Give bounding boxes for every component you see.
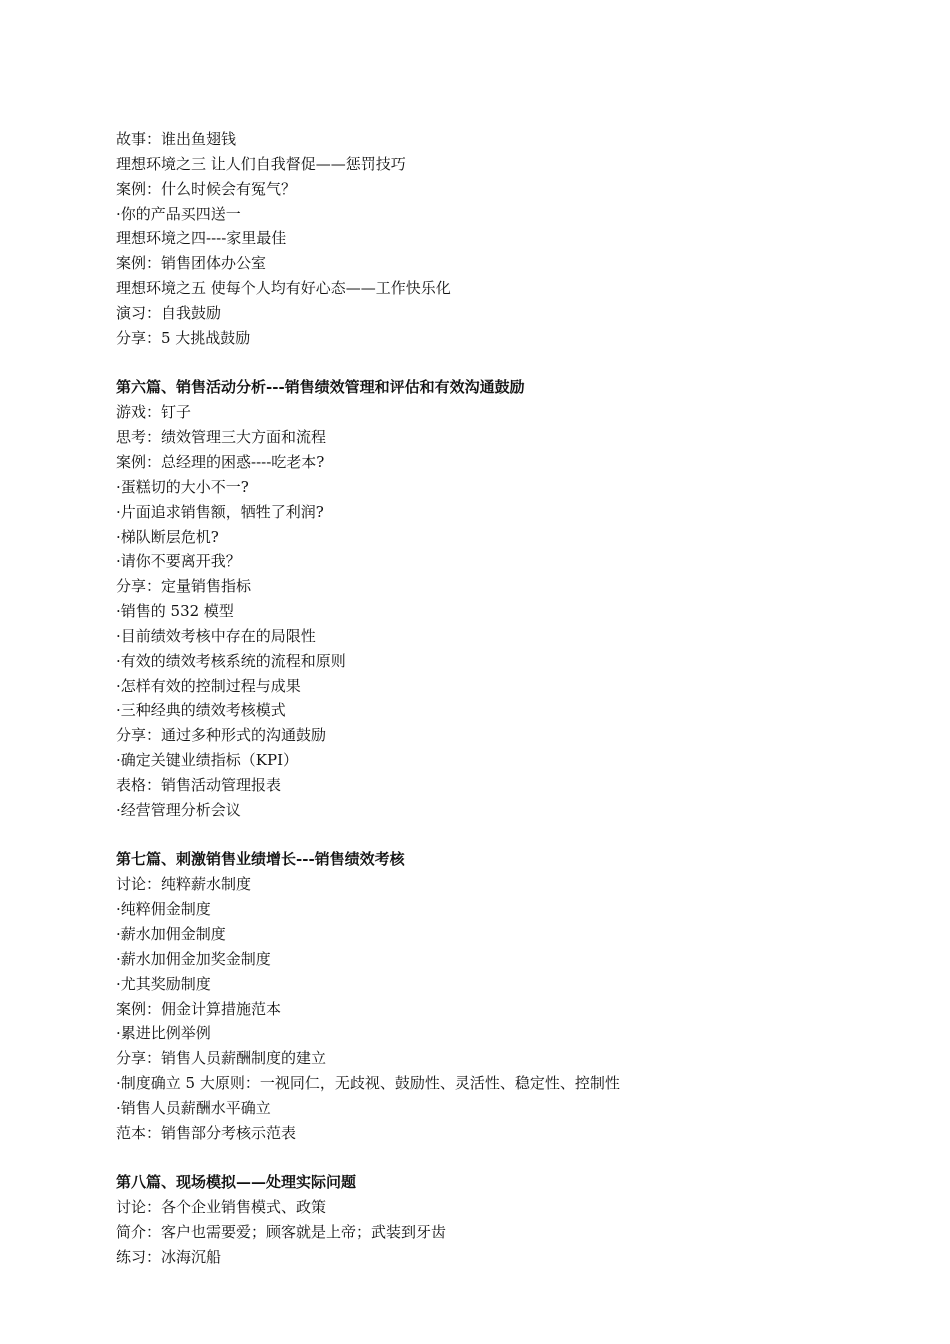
- text-line: 案例：佣金计算措施范本: [116, 999, 282, 1018]
- text-line: ·目前绩效考核中存在的局限性: [116, 626, 316, 645]
- section-chapter-7: [116, 847, 906, 1145]
- text-line: ·销售的 532 模型: [116, 602, 234, 621]
- section-spacer: [116, 1146, 906, 1171]
- text-line: ·纯粹佣金制度: [116, 900, 211, 919]
- text-line: ·三种经典的绩效考核模式: [116, 701, 286, 720]
- text-line: 简介：客户也需要爱；顾客就是上帝；武装到牙齿: [116, 1223, 447, 1242]
- text-line: 理想环境之五 使每个人均有好心态——工作快乐化: [116, 279, 451, 298]
- section-heading: 第七篇、刺激销售业绩增长---销售绩效考核: [116, 850, 405, 869]
- text-line: ·怎样有效的控制过程与成果: [116, 676, 301, 695]
- section-heading: 第八篇、现场模拟——处理实际问题: [116, 1173, 357, 1192]
- text-line: 分享：销售人员薪酬制度的建立: [116, 1049, 327, 1068]
- text-line: ·确定关键业绩指标（KPI）: [116, 751, 298, 770]
- section-chapter-8: [116, 1170, 906, 1269]
- text-line: 分享：5 大挑战鼓励: [116, 328, 251, 347]
- text-line: ·经营管理分析会议: [116, 800, 241, 819]
- block-intro: [116, 127, 906, 351]
- text-line: 游戏：钉子: [116, 403, 192, 422]
- section-heading: 第六篇、销售活动分析---销售绩效管理和评估和有效沟通鼓励: [116, 378, 525, 397]
- text-line: 练习：冰海沉船: [116, 1247, 222, 1266]
- text-line: 讨论：纯粹薪水制度: [116, 875, 252, 894]
- text-line: 演习：自我鼓励: [116, 303, 222, 322]
- text-line: 表格：销售活动管理报表: [116, 775, 282, 794]
- text-line: ·蛋糕切的大小不一?: [116, 477, 249, 496]
- text-line: ·你的产品买四送一: [116, 204, 241, 223]
- text-line: ·销售人员薪酬水平确立: [116, 1098, 271, 1117]
- text-line: ·制度确立 5 大原则：一视同仁，无歧视、鼓励性、灵活性、稳定性、控制性: [116, 1074, 620, 1093]
- text-line: ·梯队断层危机?: [116, 527, 219, 546]
- text-line: 理想环境之四----家里最佳: [116, 229, 287, 248]
- text-line: ·片面追求销售额，牺牲了利润?: [116, 502, 324, 521]
- text-line: 理想环境之三 让人们自我督促——惩罚技巧: [116, 154, 406, 173]
- text-line: ·薪水加佣金加奖金制度: [116, 949, 271, 968]
- text-line: 分享：定量销售指标: [116, 577, 252, 596]
- text-line: 分享：通过多种形式的沟通鼓励: [116, 726, 327, 745]
- text-line: 讨论：各个企业销售模式、政策: [116, 1198, 327, 1217]
- text-line: 故事：谁出鱼翅钱: [116, 130, 237, 148]
- text-line: 案例：什么时候会有冤气？: [116, 179, 297, 198]
- section-spacer: [116, 351, 906, 376]
- text-line: ·尤其奖励制度: [116, 974, 211, 993]
- section-chapter-6: [116, 375, 906, 822]
- text-line: 案例：总经理的困惑----吃老本?: [116, 452, 325, 471]
- text-line: 思考：绩效管理三大方面和流程: [116, 428, 327, 447]
- section-spacer: [116, 823, 906, 848]
- text-line: 范本：销售部分考核示范表: [116, 1123, 297, 1142]
- document-page: [116, 127, 906, 1270]
- text-line: ·累进比例举例: [116, 1024, 211, 1043]
- text-line: 案例：销售团体办公室: [116, 254, 267, 273]
- text-line: ·有效的绩效考核系统的流程和原则: [116, 651, 346, 670]
- text-line: ·请你不要离开我？: [116, 552, 241, 571]
- text-line: ·薪水加佣金制度: [116, 925, 226, 943]
